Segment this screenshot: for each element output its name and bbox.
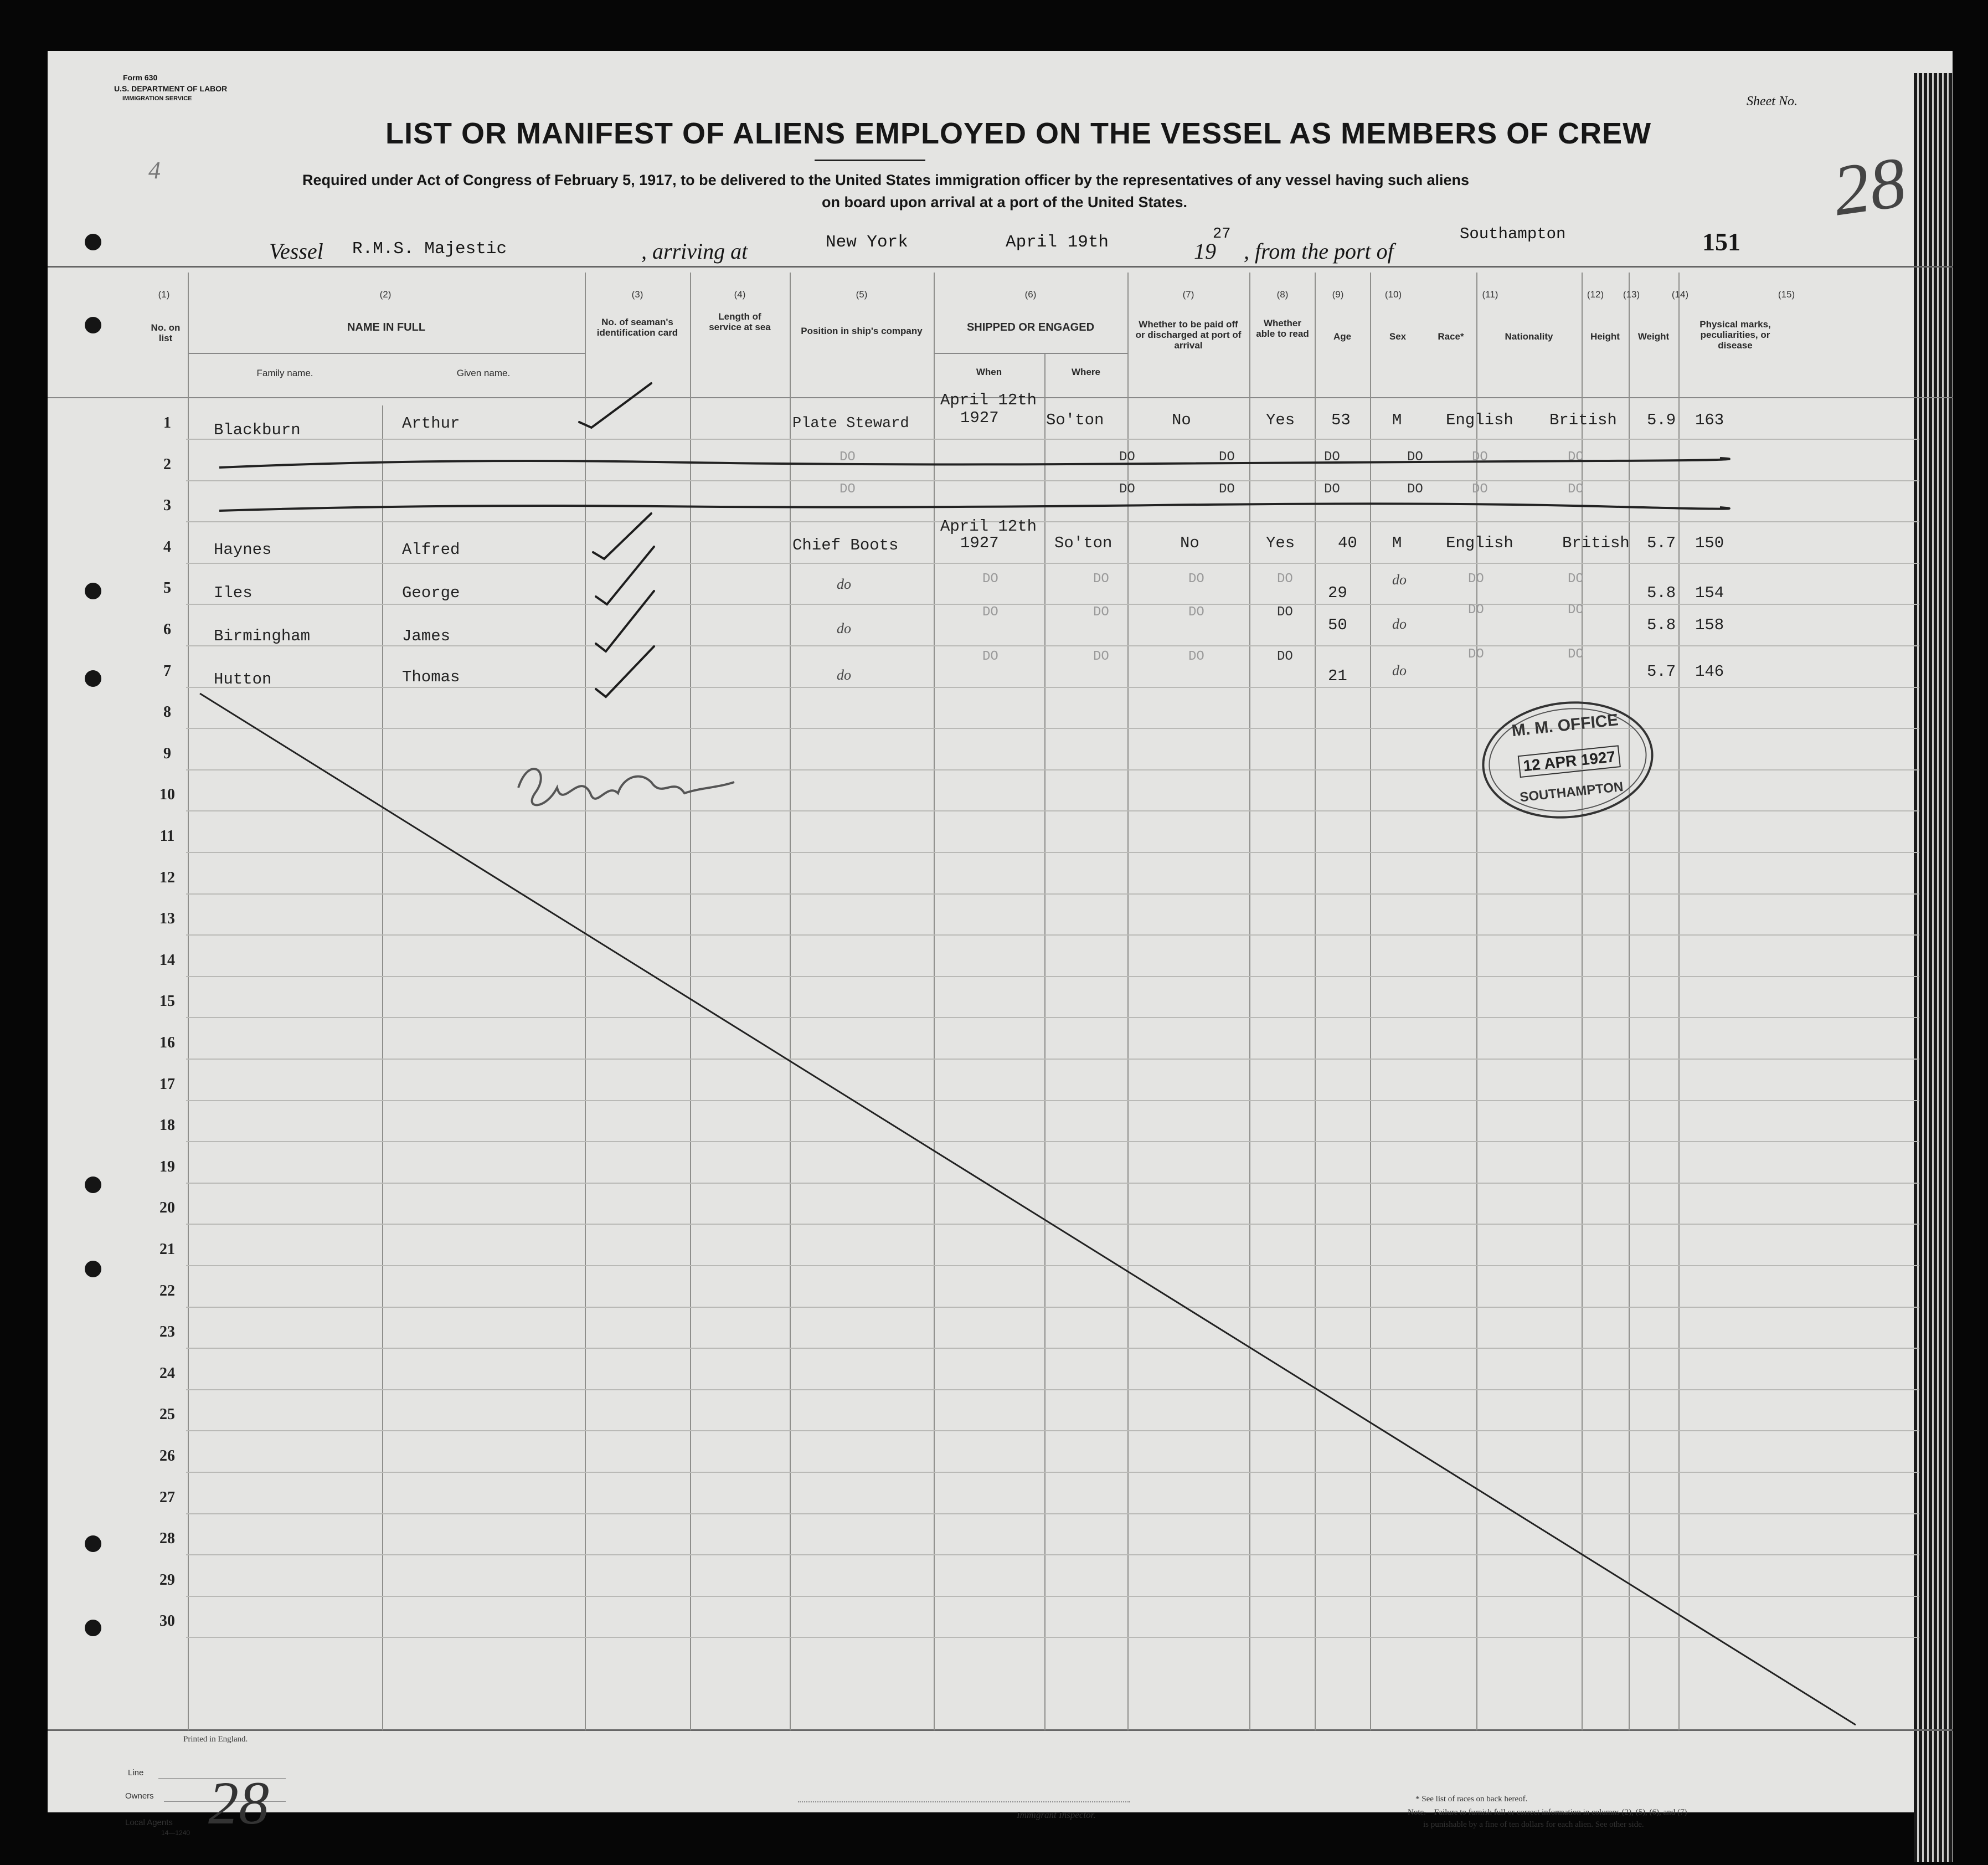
- given-name: Alfred: [402, 541, 460, 559]
- when-year: 1927: [960, 534, 999, 552]
- sex-ditto: do: [1392, 572, 1407, 588]
- row-number: 7: [163, 662, 171, 680]
- age: 40: [1338, 534, 1357, 552]
- immigrant-inspector-label: Immigrant Inspector.: [1017, 1810, 1096, 1820]
- arriving-port: New York: [826, 233, 908, 252]
- title-divider: [815, 160, 925, 161]
- col-divider-9: [1315, 273, 1316, 1730]
- row-rule: [186, 521, 1919, 522]
- header-age: Age: [1333, 331, 1352, 342]
- given-name: George: [402, 584, 460, 602]
- age: 29: [1328, 584, 1347, 602]
- paid-off: No: [1180, 534, 1199, 552]
- sex: M: [1392, 534, 1402, 552]
- handwritten-annotations: [48, 51, 1953, 1812]
- col-divider-10: [1370, 273, 1371, 1730]
- checkmark-icon: [579, 383, 651, 428]
- ditto-mark: DO: [1472, 482, 1488, 497]
- handwritten-count: 28: [208, 1769, 269, 1837]
- binder-hole: [85, 670, 101, 687]
- row-rule: [186, 687, 1919, 688]
- row-number: 4: [163, 538, 171, 556]
- row-rule: [186, 852, 1919, 853]
- paid-off-ditto: DO: [1188, 605, 1204, 620]
- given-name: James: [402, 627, 451, 645]
- header-family-name: Family name.: [256, 368, 313, 378]
- header-id-card: No. of seaman's identification card: [596, 317, 678, 338]
- header-able-read: Whether able to read: [1256, 318, 1309, 339]
- printed-in-england: Printed in England.: [183, 1735, 248, 1744]
- form-subtitle-line1: Required under Act of Congress of February 5, 1917, to be delivered to the United States immigration officer by the representatives of any vessel having such aliens: [302, 172, 1470, 188]
- table-bottom-rule: [48, 1729, 1953, 1731]
- row-number: 9: [163, 744, 171, 762]
- line-label: Line: [128, 1768, 144, 1777]
- ditto-mark: DO: [1568, 482, 1584, 497]
- header-sex: Sex: [1389, 331, 1407, 342]
- row-number: 30: [159, 1612, 175, 1630]
- col-number: (6): [1024, 289, 1037, 300]
- position-ditto: do: [837, 667, 851, 683]
- position: Chief Boots: [792, 536, 899, 554]
- height: 5.9: [1647, 411, 1676, 429]
- row-number: 23: [159, 1323, 175, 1341]
- owners-label: Owners: [125, 1791, 154, 1801]
- form-number: Form 630: [123, 73, 158, 82]
- position: Plate Steward: [792, 415, 909, 432]
- header-paid-off: Whether to be paid off or discharged at port of arrival: [1135, 319, 1242, 351]
- checkmark-icon: [596, 646, 654, 697]
- col-divider-14: [1678, 273, 1680, 1730]
- col-divider-6b: [1044, 353, 1045, 1730]
- row-rule: [186, 1348, 1919, 1349]
- header-no-on-list: No. on list: [151, 322, 181, 343]
- read-ditto: DO: [1277, 605, 1293, 620]
- row-number: 15: [159, 993, 175, 1010]
- when-ditto: DO: [982, 649, 998, 664]
- col-number: (4): [734, 289, 746, 300]
- height: 5.7: [1647, 534, 1676, 552]
- row-number: 5: [163, 579, 171, 597]
- race-ditto: DO: [1468, 603, 1484, 618]
- stamp-date: 12 APR 1927: [1518, 745, 1621, 778]
- year-prefix: 19: [1194, 239, 1216, 264]
- paid-off: No: [1172, 411, 1191, 429]
- col-number: (2): [379, 289, 392, 300]
- when-year: 1927: [960, 409, 999, 427]
- manifest-sheet: [48, 51, 1953, 1837]
- family-name: Hutton: [214, 670, 272, 689]
- stamp-bottom-text: SOUTHAMPTON: [1519, 779, 1624, 805]
- binder-hole: [85, 1261, 101, 1277]
- service-label: IMMIGRATION SERVICE: [122, 95, 192, 102]
- binder-hole: [85, 317, 101, 333]
- vessel-name: R.M.S. Majestic: [352, 239, 507, 259]
- corner-handwritten-mark: 4: [148, 157, 161, 184]
- height: 5.7: [1647, 662, 1676, 681]
- page-edge-stack: [1914, 73, 1953, 1862]
- header-when: When: [976, 367, 1002, 377]
- header-height: Height: [1590, 331, 1620, 342]
- row-rule: [186, 893, 1919, 895]
- row-rule: [186, 1430, 1919, 1431]
- shipped-subheader-rule: [934, 353, 1127, 354]
- strike-line-row3: [219, 504, 1729, 511]
- header-weight: Weight: [1637, 331, 1670, 342]
- col-number: (12): [1587, 289, 1604, 300]
- height: 5.8: [1647, 584, 1676, 602]
- ditto-mark: DO: [1324, 482, 1340, 497]
- ditto-mark: DO: [1324, 450, 1340, 465]
- arrival-date: April 19th: [1006, 233, 1109, 252]
- row-number: 12: [159, 869, 175, 886]
- when-date: April 12th: [940, 517, 1037, 536]
- handwritten-sheet-number: 28: [1828, 142, 1911, 232]
- row-number: 3: [163, 497, 171, 515]
- page-number: 151: [1702, 228, 1740, 256]
- row-rule: [186, 1059, 1919, 1060]
- ditto-mark: DO: [1568, 450, 1584, 465]
- form-code: 14—1240: [161, 1829, 190, 1837]
- given-name: Thomas: [402, 668, 460, 686]
- checkmark-icon: [596, 547, 654, 604]
- binder-hole: [85, 1176, 101, 1193]
- row-rule: [186, 1100, 1919, 1101]
- when-ditto: DO: [982, 605, 998, 620]
- col-divider-6: [934, 273, 935, 1730]
- paid-off-ditto: DO: [1188, 572, 1204, 587]
- col-number: (8): [1276, 289, 1289, 300]
- family-name: Birmingham: [214, 627, 311, 645]
- year-suffix: 27: [1213, 226, 1231, 243]
- family-name: Iles: [214, 584, 253, 602]
- binder-hole: [85, 1535, 101, 1552]
- header-given-name: Given name.: [456, 368, 511, 378]
- row-rule: [186, 976, 1919, 977]
- sex-ditto: do: [1392, 662, 1407, 679]
- row-number: 13: [159, 910, 175, 928]
- sex-ditto: do: [1392, 616, 1407, 632]
- row-number: 17: [159, 1075, 175, 1093]
- sheet-number-label: Sheet No.: [1747, 94, 1798, 109]
- row-rule: [186, 1224, 1919, 1225]
- where: So'ton: [1054, 534, 1113, 552]
- row-number: 14: [159, 951, 175, 969]
- race: English: [1446, 411, 1513, 429]
- col-number: (3): [631, 289, 643, 300]
- row-rule: [186, 480, 1919, 481]
- row-number: 21: [159, 1241, 175, 1258]
- age: 50: [1328, 616, 1347, 634]
- row-rule: [186, 1637, 1919, 1638]
- row-number: 16: [159, 1034, 175, 1051]
- where: So'ton: [1046, 411, 1104, 429]
- family-name: Haynes: [214, 541, 272, 559]
- from-port-label: , from the port of: [1244, 239, 1394, 264]
- col-divider-3: [585, 273, 586, 1730]
- nationality-ditto: DO: [1568, 603, 1584, 618]
- row-rule: [186, 728, 1919, 729]
- nationality: British: [1549, 411, 1617, 429]
- row-rule: [186, 934, 1919, 936]
- row-rule: [186, 645, 1919, 646]
- nationality-ditto: DO: [1568, 647, 1584, 662]
- stamp-top-text: M. M. OFFICE: [1511, 711, 1619, 741]
- col-divider-8: [1249, 273, 1250, 1730]
- closing-diagonal-line: [200, 693, 1856, 1725]
- form-title: LIST OR MANIFEST OF ALIENS EMPLOYED ON THE VESSEL AS MEMBERS OF CREW: [385, 117, 1652, 150]
- local-agents-label: Local Agents: [125, 1818, 173, 1827]
- ditto-mark: DO: [1219, 482, 1235, 497]
- col-divider-4: [690, 273, 691, 1730]
- sex: M: [1392, 411, 1402, 429]
- col-number: (10): [1384, 289, 1402, 300]
- row-rule: [186, 1472, 1919, 1473]
- ditto-mark: DO: [840, 450, 856, 465]
- weight: 146: [1695, 662, 1724, 681]
- row-rule: [186, 1265, 1919, 1266]
- col-number: (9): [1332, 289, 1344, 300]
- checkmark-icon: [593, 513, 651, 559]
- row-rule: [186, 1389, 1919, 1390]
- header-shipped: SHIPPED OR ENGAGED: [966, 321, 1095, 333]
- col-number: (11): [1482, 289, 1498, 300]
- col-number: (1): [158, 289, 170, 300]
- nationality: British: [1562, 534, 1630, 552]
- row-rule: [186, 810, 1919, 811]
- binder-hole: [85, 583, 101, 599]
- row-number: 6: [163, 621, 171, 638]
- row-number: 1: [163, 414, 171, 431]
- weight: 150: [1695, 534, 1724, 552]
- able-read: Yes: [1266, 534, 1295, 552]
- col-number: (7): [1182, 289, 1194, 300]
- col-divider-13: [1629, 273, 1630, 1730]
- row-rule: [186, 1017, 1919, 1018]
- vessel-label: Vessel: [269, 239, 323, 264]
- ditto-mark: DO: [1119, 450, 1135, 465]
- able-read: Yes: [1266, 411, 1295, 429]
- row-number: 10: [159, 786, 175, 804]
- age: 53: [1331, 411, 1351, 429]
- inspector-initials: [518, 769, 734, 805]
- row-rule: [186, 769, 1919, 770]
- inspector-signature-line: [798, 1801, 1130, 1803]
- department-label: U.S. DEPARTMENT OF LABOR: [114, 84, 228, 93]
- header-length-service: Length of service at sea: [709, 311, 771, 332]
- form-subtitle-line2: on board upon arrival at a port of the United States.: [822, 194, 1188, 210]
- age: 21: [1328, 667, 1347, 685]
- when-date: April 12th: [940, 391, 1037, 409]
- header-nationality: Nationality: [1505, 331, 1553, 342]
- arriving-label: , arriving at: [641, 239, 748, 264]
- nationality-ditto: DO: [1568, 572, 1584, 587]
- row-rule: [186, 1141, 1919, 1142]
- row-rule: [186, 439, 1919, 440]
- read-ditto: DO: [1277, 649, 1293, 664]
- binder-hole: [85, 1620, 101, 1636]
- row-rule: [186, 1183, 1919, 1184]
- races-note: * See list of races on back hereof.: [1415, 1795, 1528, 1804]
- position-ditto: do: [837, 620, 851, 636]
- row-rule: [186, 1307, 1919, 1308]
- race: English: [1446, 534, 1513, 552]
- weight: 163: [1695, 411, 1724, 429]
- row-number: 11: [159, 828, 175, 845]
- row-number: 26: [159, 1447, 175, 1465]
- ditto-mark: DO: [840, 482, 856, 497]
- row-rule: [186, 1513, 1919, 1514]
- binder-hole: [85, 234, 101, 250]
- where-ditto: DO: [1093, 572, 1109, 587]
- ditto-mark: DO: [1407, 450, 1423, 465]
- paid-off-ditto: DO: [1188, 649, 1204, 664]
- where-ditto: DO: [1093, 605, 1109, 620]
- col-number: (15): [1778, 289, 1795, 300]
- header-where: Where: [1072, 367, 1100, 377]
- col-divider-5: [790, 273, 791, 1730]
- strike-line-row2: [219, 458, 1729, 467]
- row-number: 2: [163, 455, 171, 473]
- row-number: 27: [159, 1488, 175, 1506]
- family-name: Blackburn: [214, 421, 301, 439]
- row-rule: [186, 563, 1919, 564]
- height: 5.8: [1647, 616, 1676, 634]
- office-stamp: [1476, 693, 1659, 826]
- ditto-mark: DO: [1472, 450, 1488, 465]
- row-number: 19: [159, 1158, 175, 1175]
- row-number: 22: [159, 1282, 175, 1299]
- ditto-mark: DO: [1407, 482, 1423, 497]
- ditto-mark: DO: [1119, 482, 1135, 497]
- header-name-in-full: NAME IN FULL: [347, 321, 426, 333]
- row-rule: [186, 604, 1919, 605]
- row-number: 25: [159, 1406, 175, 1424]
- col-number: (5): [856, 289, 868, 300]
- note-line-2: is punishable by a fine of ten dollars for each alien. See other side.: [1423, 1820, 1644, 1829]
- header-race: Race*: [1438, 331, 1464, 342]
- row-number: 29: [159, 1571, 175, 1589]
- header-physical-marks: Physical marks, peculiarities, or disease: [1699, 319, 1771, 351]
- when-ditto: DO: [982, 572, 998, 587]
- departure-port: Southampton: [1460, 225, 1566, 243]
- ditto-mark: DO: [1219, 450, 1235, 465]
- checkmark-icon: [596, 591, 654, 651]
- where-ditto: DO: [1093, 649, 1109, 664]
- read-ditto: DO: [1277, 572, 1293, 587]
- row-rule: [186, 1596, 1919, 1597]
- row-number: 18: [159, 1117, 175, 1134]
- name-subheader-rule: [188, 353, 585, 354]
- col-number: (14): [1671, 289, 1689, 300]
- row-number: 24: [159, 1364, 175, 1382]
- table-top-rule: [48, 266, 1953, 268]
- race-ditto: DO: [1468, 572, 1484, 587]
- col-number: (13): [1623, 289, 1640, 300]
- weight: 158: [1695, 616, 1724, 634]
- row-number: 28: [159, 1530, 175, 1548]
- given-name: Arthur: [402, 414, 460, 433]
- weight: 154: [1695, 584, 1724, 602]
- row-number: 8: [163, 703, 171, 721]
- note-line-1: Note.—Failure to furnish full or correct information in columns (2), (5), (6), and (7): [1408, 1808, 1687, 1817]
- race-ditto: DO: [1468, 647, 1484, 662]
- row-rule: [186, 1554, 1919, 1555]
- row-number: 20: [159, 1199, 175, 1217]
- header-position: Position in ship's company: [801, 326, 923, 336]
- position-ditto: do: [837, 576, 851, 592]
